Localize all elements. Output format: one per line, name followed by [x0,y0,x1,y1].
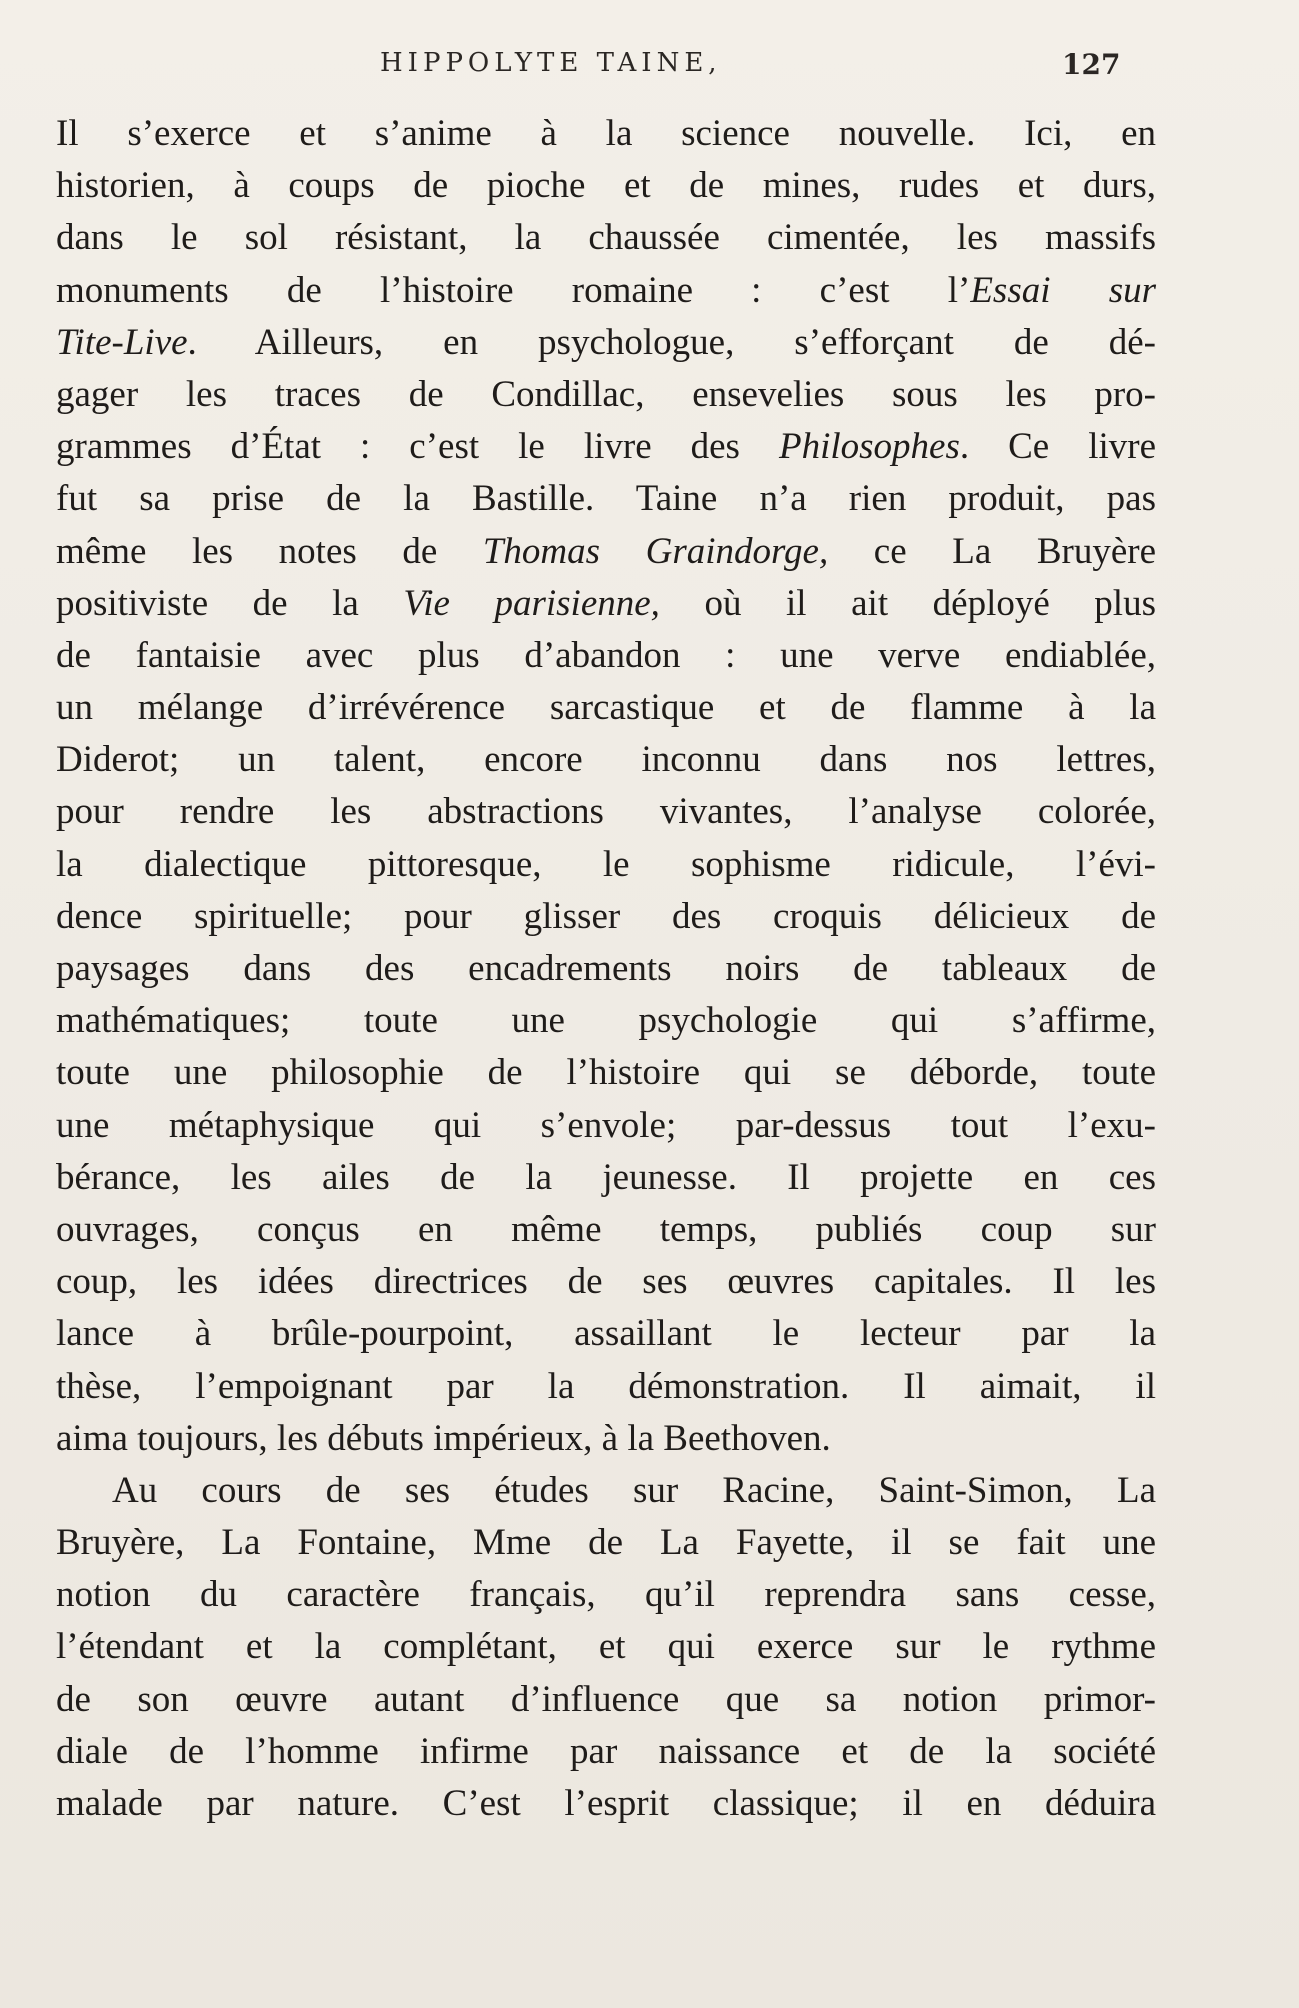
book-title-italic: Vie parisienne, [403,582,660,624]
text-line: gager les traces de Condillac, ensevelies sous les pro- [56,373,1156,415]
text-line: paysages dans des encadrements noirs de tableaux de [56,948,1156,989]
text-line: l’étendant et la complétant, et qui exerce sur le rythme [56,1626,1156,1668]
text-line: toute une philosophie de l’histoire qui se déborde, toute [56,1052,1156,1094]
text-line: de son œuvre autant d’influence que sa notion primor- [56,1678,1156,1720]
paragraph-last-line: aima toujours, les débuts impérieux, à la Beethoven. [56,1417,831,1459]
text-line: coup, les idées directrices de ses œuvres capitales. Il les [56,1261,1156,1303]
text-line: monuments de l’histoire romaine : c’est l’Essai sur [56,269,1156,311]
text-line: Tite-Live. Ailleurs, en psychologue, s’efforçant de dé- [56,321,1156,363]
text-line: thèse, l’empoignant par la démonstration. Il aimait, il [56,1365,1156,1407]
text-line: la dialectique pittoresque, le sophisme ridicule, l’évi- [56,843,1156,885]
text-line: bérance, les ailes de la jeunesse. Il projette en ces [56,1156,1156,1198]
text-line: ouvrages, conçus en même temps, publiés coup sur [56,1208,1156,1250]
book-title-italic: Essai sur [970,269,1156,311]
paragraph-first-line: Au cours de ses études sur Racine, Saint-Simon, La [112,1469,1156,1511]
page-number: 127 [1062,48,1121,81]
text-line: Bruyère, La Fontaine, Mme de La Fayette, il se fait une [56,1522,1156,1564]
running-title: HIPPOLYTE TAINE, [380,48,722,78]
book-title-italic: Thomas Graindorge, [482,530,829,572]
text-line: dans le sol résistant, la chaussée cimentée, les massifs [56,217,1156,259]
text-line: même les notes de Thomas Graindorge, ce La Bruyère [56,530,1156,572]
text-line: grammes d’État : c’est le livre des Philosophes. Ce livre [56,426,1157,468]
text-line: un mélange d’irrévérence sarcastique et de flamme à la [56,687,1156,729]
text-line: diale de l’homme infirme par naissance et de la société [56,1730,1156,1772]
text-line: Diderot; un talent, encore inconnu dans nos lettres, [56,739,1156,781]
text-line: de fantaisie avec plus d’abandon : une verve endiablée, [56,634,1156,676]
running-head [0,48,1299,88]
book-title-italic: Philosophes [778,426,960,468]
text-line: une métaphysique qui s’envole; par-dessus tout l’exu- [56,1104,1156,1146]
text-line: mathématiques; toute une psychologie qui s’affirme, [56,1000,1156,1042]
body-text [56,108,1156,1830]
text-line: dence spirituelle; pour glisser des croquis délicieux de [56,895,1156,937]
text-line: malade par nature. C’est l’esprit classique; il en déduira [56,1783,1156,1824]
text-line: fut sa prise de la Bastille. Taine n’a rien produit, pas [56,478,1156,520]
text-line: Il s’exerce et s’anime à la science nouvelle. Ici, en [56,113,1156,154]
text-line: historien, à coups de pioche et de mines, rudes et durs, [56,165,1156,207]
text-line: lance à brûle-pourpoint, assaillant le lecteur par la [56,1313,1156,1355]
text-line: pour rendre les abstractions vivantes, l’analyse colorée, [56,791,1156,833]
text-line: notion du caractère français, qu’il reprendra sans cesse, [56,1574,1156,1616]
book-title-italic: Tite-Live [56,321,188,363]
text-line: positiviste de la Vie parisienne, où il ait déployé plus [56,582,1156,624]
